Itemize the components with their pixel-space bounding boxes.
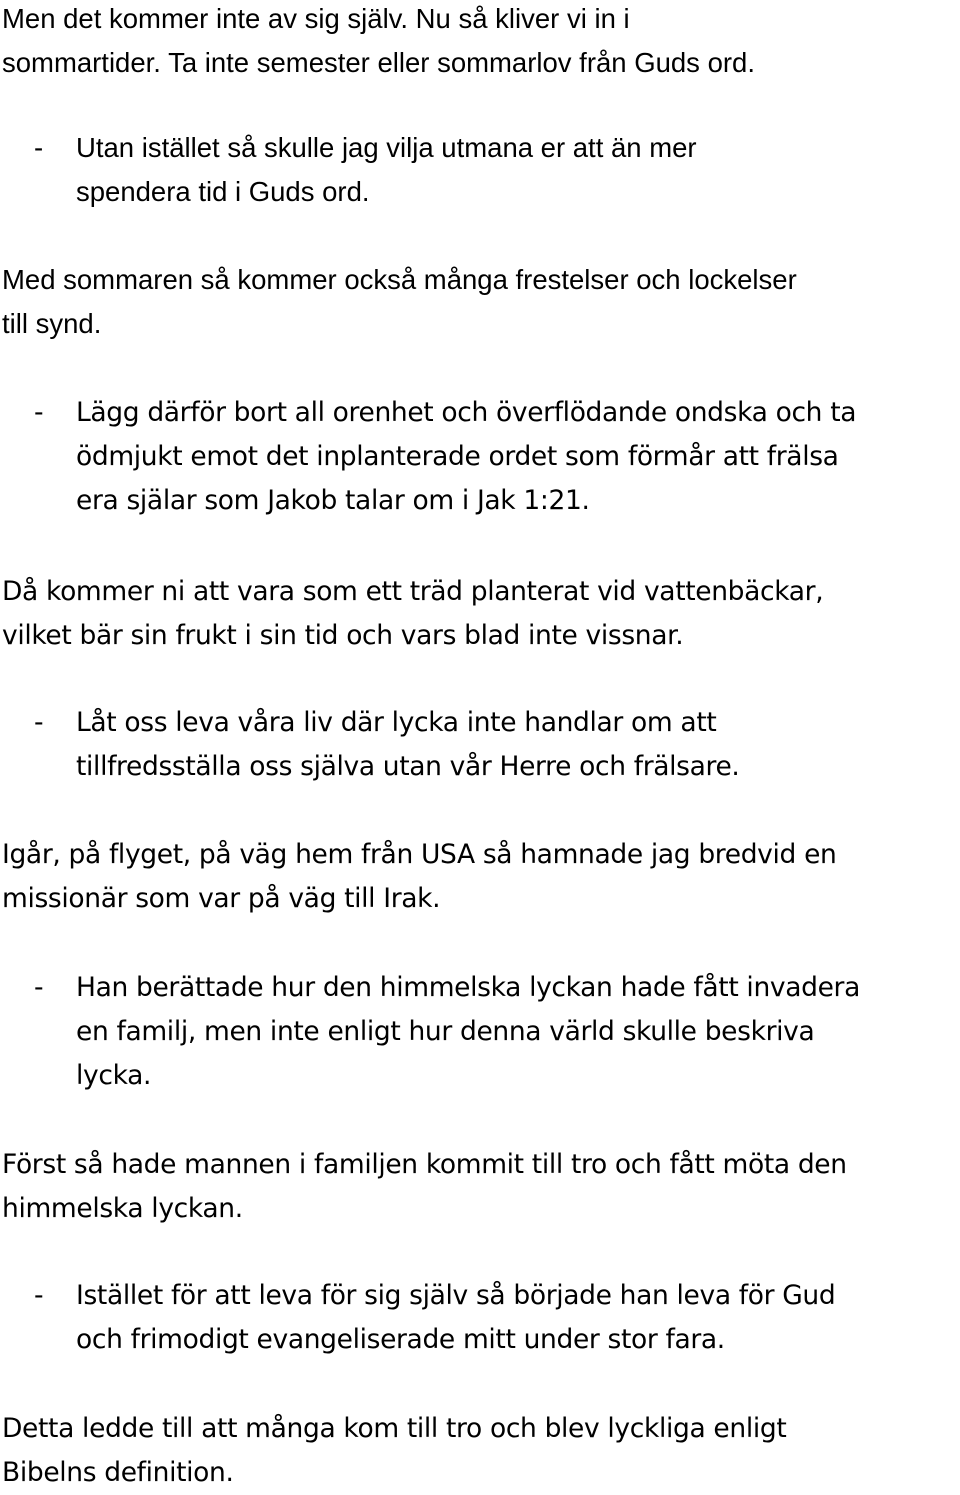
text-line: Låt oss leva våra liv där lycka inte handlar om att bbox=[76, 707, 717, 738]
bullet-text bbox=[76, 966, 960, 1098]
text-line: ödmjukt emot det inplanterade ordet som förmår att frälsa bbox=[76, 441, 839, 472]
text-line: Istället för att leva för sig själv så började han leva för Gud bbox=[76, 1280, 836, 1311]
text-line: spendera tid i Guds ord. bbox=[76, 176, 370, 207]
paragraph bbox=[2, 1143, 958, 1231]
text-line: till synd. bbox=[2, 308, 102, 339]
bullet-text bbox=[76, 701, 960, 789]
paragraph bbox=[2, 0, 958, 85]
paragraph bbox=[2, 570, 958, 658]
text-line: Med sommaren så kommer också många frestelser och lockelser bbox=[2, 264, 797, 295]
text-line: Detta ledde till att många kom till tro och blev lyckliga enligt bbox=[2, 1413, 787, 1444]
text-line: en familj, men inte enligt hur denna värld skulle beskriva bbox=[76, 1016, 815, 1047]
text-line: sommartider. Ta inte semester eller sommarlov från Guds ord. bbox=[2, 47, 755, 78]
text-line: lycka. bbox=[76, 1060, 152, 1091]
bullet-text bbox=[76, 1274, 960, 1362]
text-line: Lägg därför bort all orenhet och överflödande ondska och ta bbox=[76, 397, 857, 428]
text-line: era själar som Jakob talar om i Jak 1:21. bbox=[76, 485, 590, 516]
bullet-marker: - bbox=[34, 972, 44, 1003]
text-line: vilket bär sin frukt i sin tid och vars blad inte vissnar. bbox=[2, 620, 684, 651]
bullet-marker: - bbox=[34, 397, 44, 428]
bullet-marker: - bbox=[34, 707, 44, 738]
bullet-marker: - bbox=[34, 132, 44, 163]
text-line: himmelska lyckan. bbox=[2, 1193, 243, 1224]
paragraph bbox=[2, 833, 958, 921]
text-line: tillfredsställa oss själva utan vår Herre och frälsare. bbox=[76, 751, 740, 782]
text-line: Men det kommer inte av sig själv. Nu så kliver vi in i bbox=[2, 3, 630, 34]
text-line: Först så hade mannen i familjen kommit till tro och fått möta den bbox=[2, 1149, 847, 1180]
text-line: Han berättade hur den himmelska lyckan hade fått invadera bbox=[76, 972, 860, 1003]
text-line: Bibelns definition. bbox=[2, 1457, 234, 1488]
bullet-text bbox=[76, 126, 960, 214]
text-line: Igår, på flyget, på väg hem från USA så hamnade jag bredvid en bbox=[2, 839, 837, 870]
paragraph bbox=[2, 1407, 958, 1495]
paragraph bbox=[2, 258, 958, 346]
text-line: Då kommer ni att vara som ett träd planterat vid vattenbäckar, bbox=[2, 576, 824, 607]
bullet-marker: - bbox=[34, 1280, 44, 1311]
text-line: och frimodigt evangeliserade mitt under stor fara. bbox=[76, 1324, 725, 1355]
bullet-text bbox=[76, 391, 960, 523]
text-line: Utan istället så skulle jag vilja utmana er att än mer bbox=[76, 132, 697, 163]
text-line: missionär som var på väg till Irak. bbox=[2, 883, 441, 914]
